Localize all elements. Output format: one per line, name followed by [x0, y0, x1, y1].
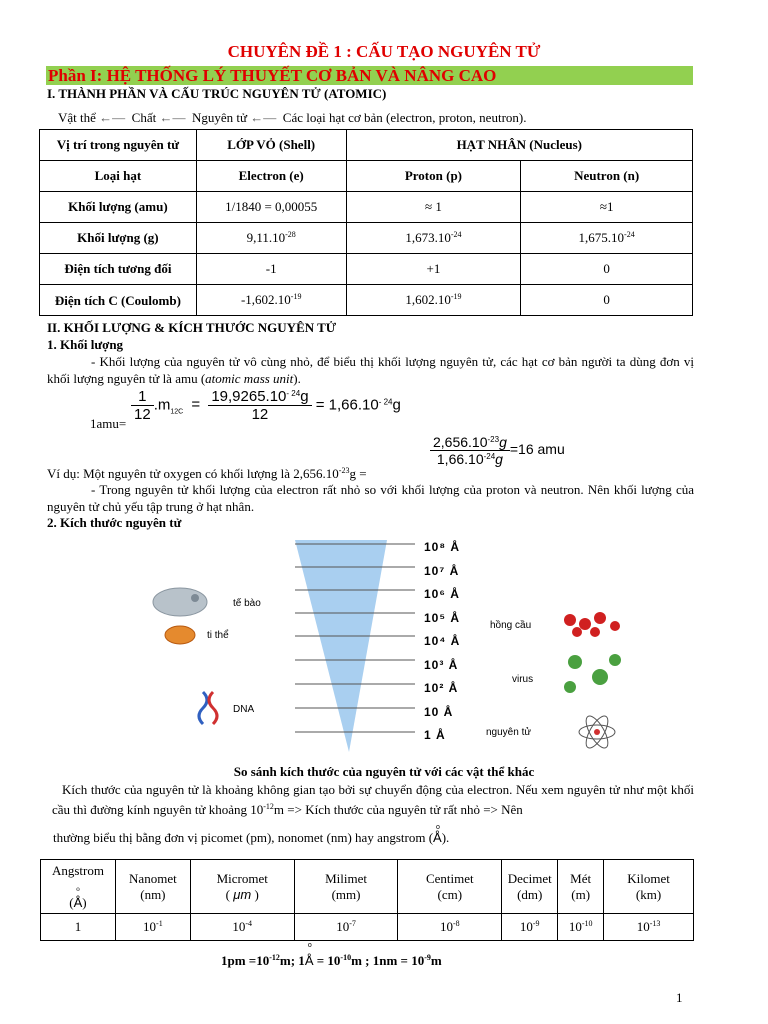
- table-cell: [294, 914, 398, 941]
- header-unit: (mm): [331, 886, 361, 902]
- text-run: Å: [304, 953, 314, 968]
- table-header-cell: LỚP VỎ (Shell): [196, 130, 346, 161]
- figure-caption: So sánh kích thước của nguyên tử với các vật thể khác: [233, 764, 535, 779]
- table-header-cell: [604, 860, 694, 914]
- table-cell: Loại hạt: [40, 161, 197, 192]
- table-header-cell: Vị trí trong nguyên tử: [40, 130, 197, 161]
- scale-label: 10⁴ Å: [424, 634, 461, 648]
- electron-mass-paragraph: - Trong nguyên tử khối lượng của electron rất nhỏ so với khối lượng của proton và neutron. Nên khối lượng của nguyên tử chủ yếu tập trung ở hạt nhân.: [47, 482, 694, 514]
- cell-base: 10: [519, 919, 533, 934]
- left-arrow-icon: ←—: [250, 110, 277, 125]
- cell-exponent: -7: [349, 919, 356, 928]
- cell-exponent: -4: [245, 919, 253, 928]
- cell-icon: [153, 588, 207, 616]
- chain-item: Nguyên tử: [191, 110, 248, 125]
- scale-cone: [295, 540, 387, 752]
- text-run: -12: [269, 953, 280, 962]
- table-header-cell: [502, 860, 558, 914]
- text-run: m ; 1nm = 10: [351, 953, 425, 968]
- formula-part: - 24: [286, 389, 301, 398]
- formula-part: 1,66.10: [436, 451, 484, 467]
- table-cell: +1: [346, 254, 521, 285]
- text-run: -12: [263, 802, 274, 811]
- table-cell: [521, 223, 693, 254]
- text-run: g =: [349, 466, 367, 481]
- cell-exponent: -8: [452, 919, 460, 928]
- cell-base: 1: [74, 919, 82, 934]
- figure-label: tế bào: [233, 598, 261, 609]
- cell-base: 10: [143, 919, 157, 934]
- table-header-cell: [294, 860, 398, 914]
- table-row: [40, 161, 693, 192]
- table-row: [40, 285, 693, 316]
- cell-base: 10: [336, 919, 350, 934]
- formula-part: 12C: [170, 408, 184, 416]
- red-blood-cells-icon: [564, 612, 620, 637]
- section2-heading: II. KHỐI LƯỢNG & KÍCH THƯỚC NGUYÊN TỬ: [47, 320, 337, 335]
- header-name: Decimet: [507, 870, 552, 886]
- mitochondria-icon: [165, 626, 195, 644]
- page-number: 1: [676, 990, 683, 1005]
- text-run: m: [430, 953, 442, 968]
- formula-part: = 1,66.10: [315, 396, 379, 414]
- formula-part: g: [392, 396, 401, 414]
- cell-exponent: -28: [285, 230, 296, 239]
- subheading-mass: 1. Khối lượng: [47, 337, 124, 352]
- ring-mark: o: [76, 884, 80, 893]
- formula-part: 12: [251, 406, 269, 423]
- table-cell: [115, 914, 190, 941]
- oxygen-example: [47, 462, 367, 482]
- cell-exponent: -24: [624, 230, 635, 239]
- left-arrow-icon: ←—: [159, 110, 186, 125]
- table-cell: 0: [521, 254, 693, 285]
- table-cell: Proton (p): [346, 161, 521, 192]
- header-name: Micromet: [216, 870, 268, 886]
- chain-item: Các loại hạt cơ bản (electron, proton, neutron).: [282, 110, 527, 125]
- text-run: -10: [340, 953, 352, 962]
- table-cell: Electron (e): [196, 161, 346, 192]
- cell-exponent: -1: [156, 919, 163, 928]
- dna-icon: [209, 692, 217, 724]
- header-unit: (m): [571, 886, 591, 902]
- unit-conversion: [221, 942, 442, 969]
- size-paragraph: [52, 781, 694, 818]
- table-header-cell: [398, 860, 502, 914]
- atom-icon: [579, 713, 615, 751]
- chain-item: Vật thể: [58, 110, 96, 125]
- formula-part: g: [300, 388, 309, 405]
- cell-exponent: -10: [581, 919, 593, 928]
- text-run: = 10: [313, 953, 341, 968]
- text-run: thường biểu thị bằng đơn vị picomet (pm), nonomet (nm) hay angstrom (: [53, 830, 434, 845]
- cell-exponent: -13: [649, 919, 661, 928]
- chain-item: Chất: [131, 110, 157, 125]
- dna-icon: [199, 692, 207, 724]
- text-run: Kích thước của nguyên tử là khoảng không gian tạo bởi sự chuyển động của electron. Nếu xem nguyên tử như một khối cầu thì đường kính nguyên tử khoảng 10: [52, 782, 694, 817]
- scale-label: 10⁵ Å: [424, 610, 460, 625]
- figure-label: ti thể: [207, 630, 229, 641]
- text-run: m => Kích thước của nguyên tử rất nhỏ => Nên: [273, 802, 523, 817]
- text-run: atomic mass unit: [205, 371, 294, 386]
- cell-base: 10: [439, 919, 453, 934]
- table-row: [41, 860, 694, 914]
- header-unit: (cm): [437, 886, 463, 902]
- table-cell: Điện tích tương đối: [40, 254, 197, 285]
- table-cell: Điện tích C (Coulomb): [40, 285, 197, 316]
- header-unit: Å: [73, 894, 83, 910]
- left-arrow-icon: ←—: [99, 110, 126, 125]
- table-header-cell: [115, 860, 190, 914]
- header-name: Centimet: [425, 870, 474, 886]
- cell-base: 1,675.10: [578, 230, 625, 245]
- table-cell: [398, 914, 502, 941]
- cell-base: 10: [636, 919, 650, 934]
- text-run: ).: [293, 371, 301, 386]
- formula-part: g: [495, 451, 503, 467]
- cell-base: 10: [232, 919, 246, 934]
- particle-table: [39, 129, 693, 316]
- cell-base: 1,673.10: [405, 230, 451, 245]
- text-run: -23: [338, 466, 350, 475]
- header-unit: (km): [635, 886, 662, 902]
- table-cell: ≈1: [521, 192, 693, 223]
- header-unit: μm: [233, 886, 252, 902]
- table-cell: ≈ 1: [346, 192, 521, 223]
- table-cell: -1: [196, 254, 346, 285]
- scale-label: 10⁸ Å: [424, 540, 461, 554]
- amu-label: 1amu=: [90, 416, 127, 431]
- formula-part: -24: [483, 452, 496, 461]
- size-paragraph-end: [53, 824, 450, 846]
- text-run: -9: [424, 953, 431, 962]
- table-cell: [196, 223, 346, 254]
- document-title: CHUYÊN ĐỀ 1 : CẤU TẠO NGUYÊN TỬ: [227, 42, 541, 61]
- table-cell: [346, 223, 521, 254]
- nucleus-icon: [191, 594, 199, 602]
- header-unit: (nm): [140, 886, 166, 902]
- formula-part: .m: [153, 396, 171, 414]
- composition-chain: [58, 109, 526, 126]
- table-cell: [558, 914, 604, 941]
- table-cell: Khối lượng (amu): [40, 192, 197, 223]
- cell-base: 9,11.10: [246, 230, 286, 245]
- size-comparison-figure: [145, 532, 625, 760]
- formula-part: - 24: [378, 397, 393, 407]
- header-name: Nanomet: [129, 870, 177, 886]
- formula-part: 19,9265.10: [211, 388, 287, 405]
- table-cell: Khối lượng (g): [40, 223, 197, 254]
- figure-label: DNA: [233, 704, 255, 715]
- table-cell: [41, 914, 116, 941]
- table-row: [40, 223, 693, 254]
- header-unit: (dm): [517, 886, 543, 902]
- table-cell: [196, 285, 346, 316]
- table-header-cell: [558, 860, 604, 914]
- part-heading: Phần I: HỆ THỐNG LÝ THUYẾT CƠ BẢN VÀ NÂNG CAO: [46, 66, 693, 85]
- subheading-size: 2. Kích thước nguyên tử: [47, 515, 182, 530]
- table-header-cell: Micromet ( μm ): [190, 860, 294, 914]
- table-row: [40, 192, 693, 223]
- text-run: m; 1: [279, 953, 305, 968]
- scale-label: 10⁶ Å: [424, 587, 460, 601]
- table-cell: [604, 914, 694, 941]
- table-row: [40, 130, 693, 161]
- header-name: Mét: [570, 870, 592, 886]
- text-run: Å: [433, 830, 442, 845]
- angstrom-symbol: [304, 942, 314, 968]
- cell-exponent: -9: [532, 919, 540, 928]
- figure-label: hồng cầu: [490, 620, 532, 631]
- section1-heading: I. THÀNH PHẦN VÀ CẤU TRÚC NGUYÊN TỬ (ATOMIC): [47, 86, 387, 101]
- mass-paragraph: [47, 353, 694, 387]
- scale-labels: [424, 536, 460, 748]
- table-row: [41, 914, 694, 941]
- oxygen-formula: [430, 434, 565, 467]
- unit-table: [40, 859, 694, 941]
- table-cell: 0: [521, 285, 693, 316]
- text-run: - Khối lượng của nguyên tử vô cùng nhỏ, để biểu thị khối lượng nguyên tử, các hạt cơ bản người ta dùng đơn vị khối lượng nguyên tử là amu (: [47, 354, 694, 386]
- angstrom-symbol: [433, 824, 442, 845]
- formula-part: =16 amu: [509, 441, 565, 458]
- scale-label: 10 Å: [424, 704, 454, 719]
- cell-base: -1,602.10: [240, 292, 291, 307]
- formula-part: g: [499, 434, 507, 450]
- table-cell: Neutron (n): [521, 161, 693, 192]
- amu-formula: $\frac{1}{12}$ $.m_{12C}$ = $\frac{19,9265.10^{- 24}g}{12}$ = $1,66.10^{- 24}g$: [131, 388, 401, 423]
- figure-label: virus: [512, 674, 534, 685]
- ring-mark: o: [307, 942, 312, 949]
- cell-exponent: -24: [450, 230, 462, 239]
- table-cell: [502, 914, 558, 941]
- scale-label: 10⁷ Å: [424, 563, 460, 578]
- formula-part: 1: [131, 388, 154, 406]
- formula-part: -23: [487, 435, 500, 444]
- table-cell: [190, 914, 294, 941]
- table-row: [40, 254, 693, 285]
- cell-exponent: -19: [290, 292, 302, 301]
- header-name: Kilomet: [627, 870, 670, 886]
- figure-label: nguyên tử: [486, 727, 532, 738]
- formula-part: 12: [134, 406, 151, 423]
- table-header-cell: Angstrom o (Å): [41, 860, 116, 914]
- table-cell: [346, 285, 521, 316]
- text-run: ).: [441, 830, 450, 845]
- formula-part: 2,656.10: [433, 434, 488, 450]
- table-header-cell: HẠT NHÂN (Nucleus): [346, 130, 692, 161]
- virus-icon: [564, 654, 625, 698]
- scale-label: 10² Å: [424, 681, 459, 695]
- scale-label: 1 Å: [424, 728, 446, 742]
- cell-exponent: -19: [450, 292, 462, 301]
- scale-label: 10³ Å: [424, 657, 459, 672]
- table-cell: 1/1840 = 0,00055: [196, 192, 346, 223]
- header-name: Angstrom: [51, 862, 104, 878]
- ring-mark: o: [436, 824, 440, 831]
- header-name: Milimet: [325, 870, 367, 886]
- text-run: Ví dụ: Một nguyên tử oxygen có khối lượng là 2,656.10: [47, 466, 339, 481]
- cell-base: 1,602.10: [405, 292, 451, 307]
- cell-base: 10: [568, 919, 582, 934]
- text-run: 1pm =10: [221, 953, 270, 968]
